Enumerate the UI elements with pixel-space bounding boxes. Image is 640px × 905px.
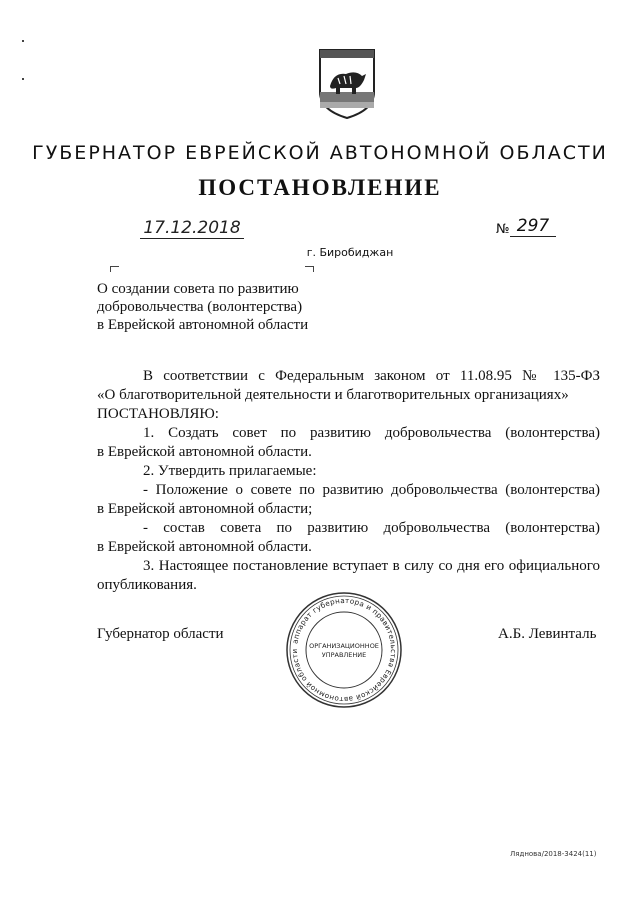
official-stamp — [284, 590, 404, 710]
document-number: 297 — [510, 216, 556, 237]
subject-line: в Еврейской автономной области — [97, 317, 309, 333]
subject-line: О создании совета по развитию — [97, 281, 299, 297]
item-3-cont: опубликования. — [97, 577, 197, 593]
city: г. Биробиджан — [306, 246, 394, 259]
stamp-center-line2: УПРАВЛЕНИЕ — [321, 651, 367, 659]
document-date: 17.12.2018 — [140, 218, 244, 239]
number-label: № — [496, 222, 510, 237]
signer-position: Губернатор области — [97, 626, 224, 642]
item-3: 3. Настоящее постановление вступает в силу со дня его официального — [143, 558, 600, 574]
preamble-line: «О благотворительной деятельности и благотворительных организациях» — [97, 387, 569, 403]
item-2-2: - состав совета по развитию добровольчества (волонтерства) — [143, 520, 600, 536]
org-title: ГУБЕРНАТОР ЕВРЕЙСКОЙ АВТОНОМНОЙ ОБЛАСТИ — [32, 142, 608, 164]
footer-code: Ляднова/2018-3424(11) — [510, 850, 597, 858]
stamp-center-line1: ОРГАНИЗАЦИОННОЕ — [309, 642, 379, 650]
preamble-line: В соответствии с Федеральным законом от 11.08.95 № 135-ФЗ — [143, 368, 600, 384]
subject-corner-right — [305, 266, 314, 272]
item-1-cont: в Еврейской автономной области. — [97, 444, 312, 460]
scan-speck — [22, 40, 24, 42]
subject-corner-left — [110, 266, 119, 272]
stamp-ring-text: аппарат губернатора и правительства Еврейской автономной области — [289, 595, 399, 705]
item-2-1: - Положение о совете по развитию добровольчества (волонтерства) — [143, 482, 600, 498]
subject-block — [97, 280, 337, 334]
subject-line: добровольчества (волонтерства) — [97, 299, 303, 315]
doc-type-title: ПОСТАНОВЛЕНИЕ — [198, 175, 442, 200]
item-2: 2. Утвердить прилагаемые: — [143, 463, 317, 479]
item-1: 1. Создать совет по развитию добровольчества (волонтерства) — [143, 425, 600, 441]
signer-name: А.Б. Левинталь — [498, 626, 597, 642]
coat-of-arms-tiger-icon — [316, 48, 378, 120]
document-body — [97, 367, 600, 595]
scan-speck — [22, 78, 24, 80]
resolve-heading: ПОСТАНОВЛЯЮ: — [97, 406, 219, 422]
item-2-2-cont: в Еврейской автономной области. — [97, 539, 312, 555]
item-2-1-cont: в Еврейской автономной области; — [97, 501, 313, 517]
